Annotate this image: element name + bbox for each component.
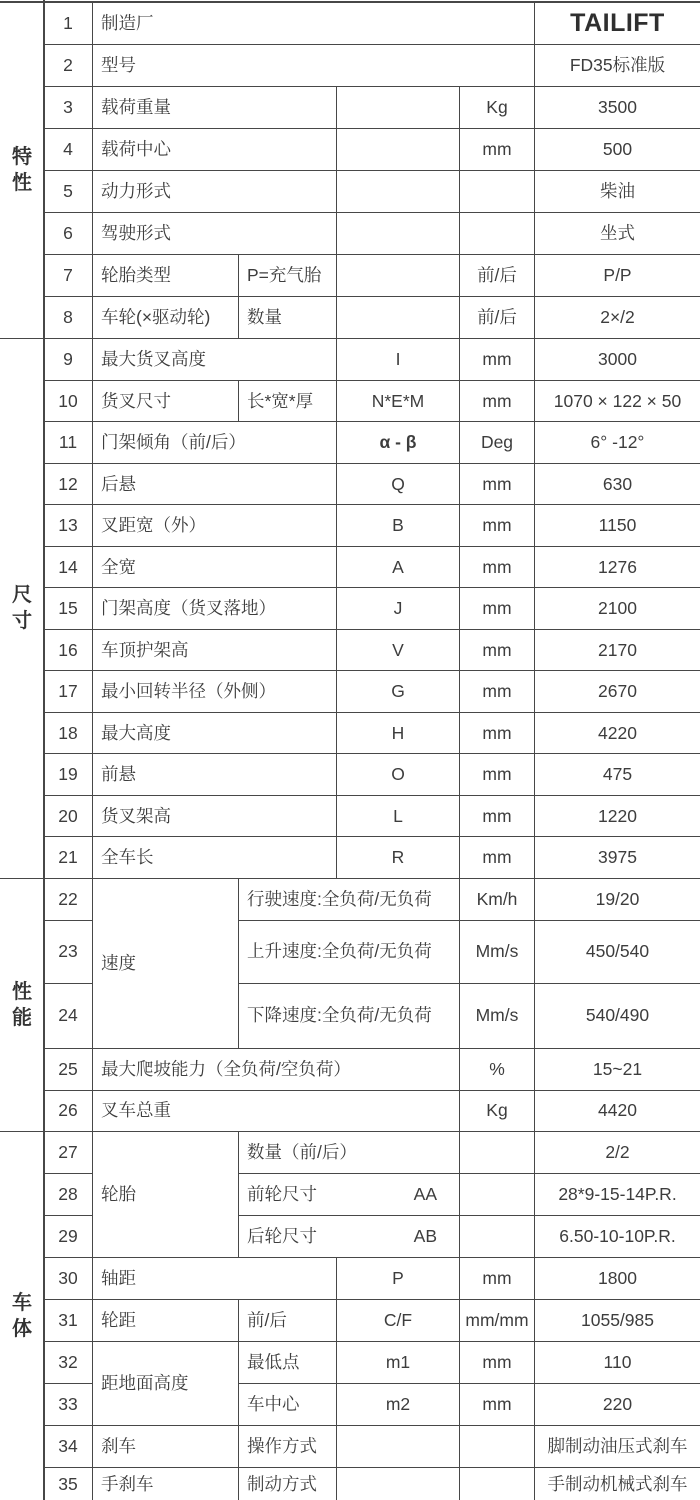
row-number-cell: 24 xyxy=(44,983,92,1048)
value-cell: 2×/2 xyxy=(534,296,700,338)
value-cell: 2670 xyxy=(534,670,700,712)
category-label-text: 尺寸 xyxy=(12,584,32,633)
value-cell: 3500 xyxy=(534,86,700,128)
symbol-cell: P xyxy=(336,1257,459,1299)
unit-cell: Kg xyxy=(459,86,534,128)
value-cell: 2100 xyxy=(534,587,700,629)
symbol-cell xyxy=(336,170,459,212)
value-cell: 28*9-15-14P.R. xyxy=(534,1173,700,1215)
unit-cell: mm xyxy=(459,836,534,878)
unit-cell: Deg xyxy=(459,421,534,463)
spec-name-cell: 车顶护架高 xyxy=(92,629,336,671)
unit-cell: mm xyxy=(459,1257,534,1299)
value-cell: 110 xyxy=(534,1341,700,1383)
value-cell: 坐式 xyxy=(534,212,700,254)
row-number-cell: 33 xyxy=(44,1383,92,1425)
spec-name-cell: 全车长 xyxy=(92,836,336,878)
unit-cell: mm xyxy=(459,128,534,170)
category-section-label xyxy=(0,878,44,1131)
spec-name-cell: 最大爬坡能力（全负荷/空负荷） xyxy=(92,1048,459,1090)
value-cell: 475 xyxy=(534,753,700,795)
unit-cell: mm/mm xyxy=(459,1299,534,1341)
value-cell: 2/2 xyxy=(534,1131,700,1173)
spec-name-cell: 手刹车 xyxy=(92,1467,238,1500)
row-number-cell: 11 xyxy=(44,421,92,463)
unit-cell xyxy=(459,1215,534,1257)
symbol-cell: m1 xyxy=(336,1341,459,1383)
row-number-cell: 21 xyxy=(44,836,92,878)
row-number-cell: 5 xyxy=(44,170,92,212)
brand-cell: TAILIFT xyxy=(534,2,700,44)
spec-name-cell: 最大货叉高度 xyxy=(92,338,336,380)
unit-cell: Mm/s xyxy=(459,983,534,1048)
value-cell: 500 xyxy=(534,128,700,170)
value-cell: 1220 xyxy=(534,795,700,837)
row-number-cell: 22 xyxy=(44,878,92,920)
unit-cell xyxy=(459,212,534,254)
spec-name-cell: 最大高度 xyxy=(92,712,336,754)
symbol-cell xyxy=(336,296,459,338)
spec-name-cell: 车轮(×驱动轮) xyxy=(92,296,238,338)
unit-cell: Mm/s xyxy=(459,920,534,983)
spec-name-cell: 轮距 xyxy=(92,1299,238,1341)
category-label-text: 性能 xyxy=(12,980,32,1029)
unit-cell xyxy=(459,1173,534,1215)
row-number-cell: 4 xyxy=(44,128,92,170)
row-number-cell: 28 xyxy=(44,1173,92,1215)
spec-name-cell: 货叉尺寸 xyxy=(92,380,238,422)
value-cell: 1055/985 xyxy=(534,1299,700,1341)
value-cell: P/P xyxy=(534,254,700,296)
spec-name-cell: 轮胎类型 xyxy=(92,254,238,296)
row-number-cell: 31 xyxy=(44,1299,92,1341)
unit-cell: mm xyxy=(459,1383,534,1425)
spec-name-cell: 型号 xyxy=(92,44,534,86)
tire-size-symbol: AB xyxy=(413,1225,437,1246)
spec-name-cell: 叉车总重 xyxy=(92,1090,459,1131)
spec-name-cell: 制造厂 xyxy=(92,2,534,44)
symbol-cell: Q xyxy=(336,463,459,505)
row-number-cell: 9 xyxy=(44,338,92,380)
spec-name-cell: 门架高度（货叉落地） xyxy=(92,587,336,629)
symbol-cell: V xyxy=(336,629,459,671)
symbol-cell xyxy=(336,86,459,128)
row-number-cell: 8 xyxy=(44,296,92,338)
value-cell: 450/540 xyxy=(534,920,700,983)
value-cell: 1276 xyxy=(534,546,700,588)
value-cell: 4220 xyxy=(534,712,700,754)
unit-cell: mm xyxy=(459,587,534,629)
row-number-cell: 12 xyxy=(44,463,92,505)
spec-name-cell: 货叉架高 xyxy=(92,795,336,837)
symbol-cell: O xyxy=(336,753,459,795)
symbol-cell: H xyxy=(336,712,459,754)
spec-subname-cell: 数量（前/后） xyxy=(238,1131,459,1173)
spec-name-cell: 刹车 xyxy=(92,1425,238,1467)
symbol-cell xyxy=(336,128,459,170)
spec-name-cell: 距地面高度 xyxy=(92,1341,238,1425)
row-number-cell: 18 xyxy=(44,712,92,754)
spec-name-cell: 载荷重量 xyxy=(92,86,336,128)
spec-name-cell: 前悬 xyxy=(92,753,336,795)
spec-name-cell: 全宽 xyxy=(92,546,336,588)
unit-cell: mm xyxy=(459,629,534,671)
symbol-cell: J xyxy=(336,587,459,629)
value-cell: 630 xyxy=(534,463,700,505)
row-number-cell: 23 xyxy=(44,920,92,983)
spec-name-cell: 后悬 xyxy=(92,463,336,505)
row-number-cell: 34 xyxy=(44,1425,92,1467)
symbol-cell: B xyxy=(336,504,459,546)
spec-name-cell: 轮胎 xyxy=(92,1131,238,1257)
spec-subname-cell: P=充气胎 xyxy=(238,254,336,296)
unit-cell: mm xyxy=(459,546,534,588)
spec-subname-cell: 下降速度:全负荷/无负荷 xyxy=(238,983,459,1048)
unit-cell: mm xyxy=(459,338,534,380)
spec-subname-cell: 上升速度:全负荷/无负荷 xyxy=(238,920,459,983)
row-number-cell: 2 xyxy=(44,44,92,86)
row-number-cell: 14 xyxy=(44,546,92,588)
spec-name-cell: 驾驶形式 xyxy=(92,212,336,254)
symbol-cell: m2 xyxy=(336,1383,459,1425)
unit-cell: mm xyxy=(459,380,534,422)
unit-cell xyxy=(459,170,534,212)
spec-name-cell: 动力形式 xyxy=(92,170,336,212)
spec-subname-cell: 长*宽*厚 xyxy=(238,380,336,422)
category-section-label xyxy=(0,1131,44,1500)
spec-subname-cell: 行驶速度:全负荷/无负荷 xyxy=(238,878,459,920)
symbol-cell: N*E*M xyxy=(336,380,459,422)
unit-cell: Km/h xyxy=(459,878,534,920)
row-number-cell: 35 xyxy=(44,1467,92,1500)
unit-cell xyxy=(459,1467,534,1500)
spec-subname-cell xyxy=(238,1215,459,1257)
category-label-text: 特性 xyxy=(12,146,32,194)
tire-size-label: 后轮尺寸 xyxy=(247,1225,317,1246)
value-cell: 1800 xyxy=(534,1257,700,1299)
unit-cell: mm xyxy=(459,463,534,505)
tire-size-label: 前轮尺寸 xyxy=(247,1183,317,1204)
row-number-cell: 32 xyxy=(44,1341,92,1383)
symbol-cell xyxy=(336,254,459,296)
value-cell: 15~21 xyxy=(534,1048,700,1090)
row-number-cell: 13 xyxy=(44,504,92,546)
symbol-cell: I xyxy=(336,338,459,380)
value-cell: 3975 xyxy=(534,836,700,878)
symbol-cell: C/F xyxy=(336,1299,459,1341)
unit-cell: mm xyxy=(459,670,534,712)
spec-name-cell: 轴距 xyxy=(92,1257,336,1299)
unit-cell xyxy=(459,1131,534,1173)
spec-subname-cell: 车中心 xyxy=(238,1383,336,1425)
unit-cell: 前/后 xyxy=(459,296,534,338)
unit-cell: Kg xyxy=(459,1090,534,1131)
row-number-cell: 15 xyxy=(44,587,92,629)
value-cell: 19/20 xyxy=(534,878,700,920)
spec-name-cell: 载荷中心 xyxy=(92,128,336,170)
unit-cell: % xyxy=(459,1048,534,1090)
row-number-cell: 16 xyxy=(44,629,92,671)
row-number-cell: 20 xyxy=(44,795,92,837)
row-number-cell: 29 xyxy=(44,1215,92,1257)
row-number-cell: 27 xyxy=(44,1131,92,1173)
spec-subname-cell: 最低点 xyxy=(238,1341,336,1383)
value-cell: 手制动机械式刹车 xyxy=(534,1467,700,1500)
spec-subname-cell: 操作方式 xyxy=(238,1425,336,1467)
spec-subname-cell xyxy=(238,1173,459,1215)
unit-cell: mm xyxy=(459,753,534,795)
row-number-cell: 3 xyxy=(44,86,92,128)
spec-name-cell: 速度 xyxy=(92,878,238,1048)
category-section-label xyxy=(0,2,44,338)
symbol-cell: G xyxy=(336,670,459,712)
row-number-cell: 10 xyxy=(44,380,92,422)
spec-name-cell: 最小回转半径（外侧） xyxy=(92,670,336,712)
symbol-cell xyxy=(336,1467,459,1500)
unit-cell xyxy=(459,1425,534,1467)
unit-cell: 前/后 xyxy=(459,254,534,296)
value-cell: 1070 × 122 × 50 xyxy=(534,380,700,422)
unit-cell: mm xyxy=(459,504,534,546)
value-cell: 6° -12° xyxy=(534,421,700,463)
spec-name-cell: 门架倾角（前/后） xyxy=(92,421,336,463)
value-cell: 3000 xyxy=(534,338,700,380)
category-section-label xyxy=(0,338,44,878)
row-number-cell: 17 xyxy=(44,670,92,712)
value-cell: 540/490 xyxy=(534,983,700,1048)
symbol-cell: L xyxy=(336,795,459,837)
value-cell: 6.50-10-10P.R. xyxy=(534,1215,700,1257)
spec-subname-cell: 数量 xyxy=(238,296,336,338)
value-cell: 4420 xyxy=(534,1090,700,1131)
value-cell: 2170 xyxy=(534,629,700,671)
value-cell: FD35标准版 xyxy=(534,44,700,86)
row-number-cell: 25 xyxy=(44,1048,92,1090)
symbol-cell: α - β xyxy=(336,421,459,463)
spec-subname-cell: 前/后 xyxy=(238,1299,336,1341)
spec-name-cell: 叉距宽（外） xyxy=(92,504,336,546)
row-number-cell: 26 xyxy=(44,1090,92,1131)
row-number-cell: 6 xyxy=(44,212,92,254)
row-number-cell: 7 xyxy=(44,254,92,296)
tire-size-symbol: AA xyxy=(413,1183,437,1204)
unit-cell: mm xyxy=(459,712,534,754)
unit-cell: mm xyxy=(459,795,534,837)
symbol-cell xyxy=(336,212,459,254)
symbol-cell: A xyxy=(336,546,459,588)
symbol-cell xyxy=(336,1425,459,1467)
row-number-cell: 19 xyxy=(44,753,92,795)
value-cell: 1150 xyxy=(534,504,700,546)
category-label-text: 车体 xyxy=(12,1291,32,1340)
row-number-cell: 1 xyxy=(63,12,73,33)
row-number-cell: 30 xyxy=(44,1257,92,1299)
symbol-cell: R xyxy=(336,836,459,878)
value-cell: 柴油 xyxy=(534,170,700,212)
spec-subname-cell: 制动方式 xyxy=(238,1467,336,1500)
unit-cell: mm xyxy=(459,1341,534,1383)
value-cell: 脚制动油压式刹车 xyxy=(534,1425,700,1467)
value-cell: 220 xyxy=(534,1383,700,1425)
